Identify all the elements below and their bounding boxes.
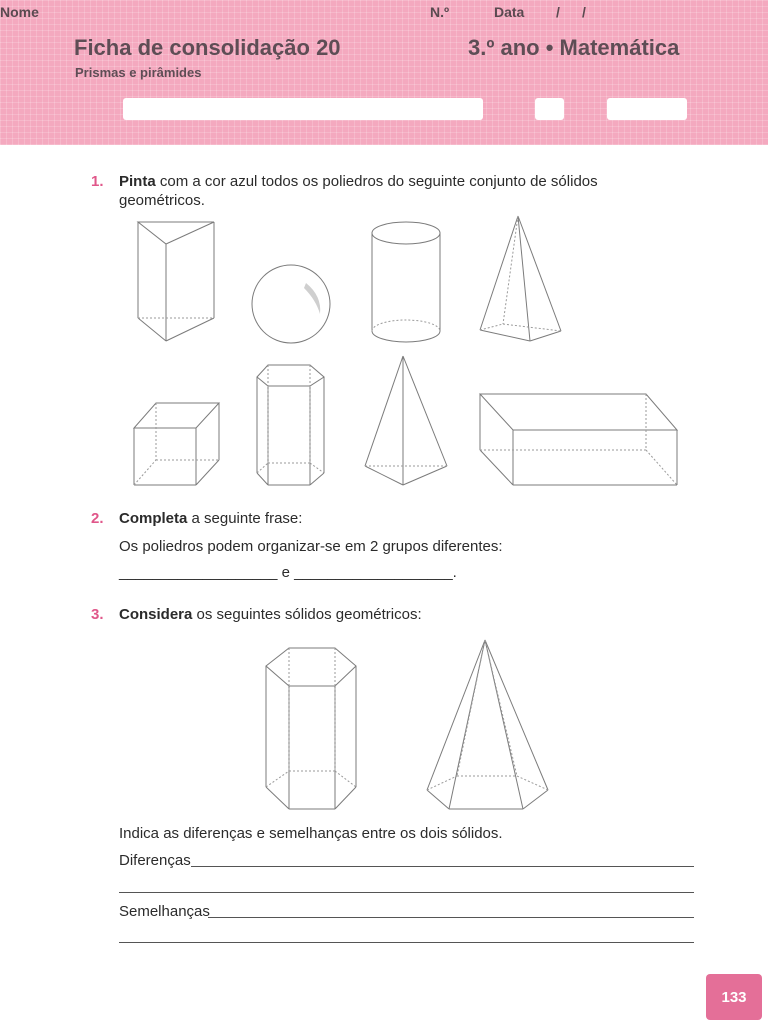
question-verb: Completa: [119, 510, 188, 527]
date-separator: /: [556, 4, 560, 20]
answer-blanks[interactable]: ___________________ e ___________________.: [119, 564, 457, 581]
hexagonal-pyramid[interactable]: [427, 640, 548, 809]
worksheet-title: Ficha de consolidação 20: [74, 35, 341, 60]
similarities-answer-line[interactable]: [208, 917, 694, 918]
number-label: N.º: [430, 4, 450, 20]
page-number-badge: [706, 974, 762, 1020]
name-label: Nome: [0, 4, 39, 20]
grade-subject: 3.º ano • Matemática: [468, 35, 680, 60]
question-text: a seguinte frase:: [187, 510, 303, 527]
question-2-sentence: Os poliedros podem organizar-se em 2 grupos diferentes:: [119, 538, 503, 555]
similarities-answer-line[interactable]: [119, 942, 694, 943]
question-3-line: [91, 605, 422, 624]
cylinder[interactable]: [372, 222, 440, 342]
question-text: com a cor azul todos os poliedros do seguinte conjunto de sólidos: [155, 173, 598, 190]
differences-answer-line[interactable]: [119, 892, 694, 893]
question-3-instruction: Indica as diferenças e semelhanças entre os dois sólidos.: [119, 825, 503, 842]
question-1-continuation: geométricos.: [119, 192, 205, 209]
date-separator: /: [582, 4, 586, 20]
square-pyramid[interactable]: [480, 216, 561, 341]
hexagonal-prism-large[interactable]: [266, 648, 356, 809]
date-label: Data: [494, 4, 525, 20]
triangular-prism[interactable]: [138, 222, 214, 341]
rectangular-prism[interactable]: [480, 394, 677, 485]
question-verb: Pinta: [119, 173, 156, 190]
triangular-pyramid[interactable]: [365, 356, 447, 485]
question-number: 2.: [91, 510, 104, 527]
hexagonal-prism[interactable]: [257, 365, 324, 485]
question-2-line: [91, 509, 302, 528]
question-number: 1.: [91, 173, 104, 190]
page-number: 133: [721, 988, 747, 1006]
differences-label: Diferenças: [119, 852, 191, 869]
sphere[interactable]: [252, 265, 330, 343]
worksheet-subtitle: Prismas e pirâmides: [75, 65, 202, 80]
question-verb: Considera: [119, 606, 193, 623]
differences-answer-line[interactable]: [191, 866, 694, 867]
similarities-label: Semelhanças: [119, 903, 210, 920]
cube[interactable]: [134, 403, 219, 485]
question-text: os seguintes sólidos geométricos:: [192, 606, 422, 623]
question-number: 3.: [91, 606, 104, 623]
